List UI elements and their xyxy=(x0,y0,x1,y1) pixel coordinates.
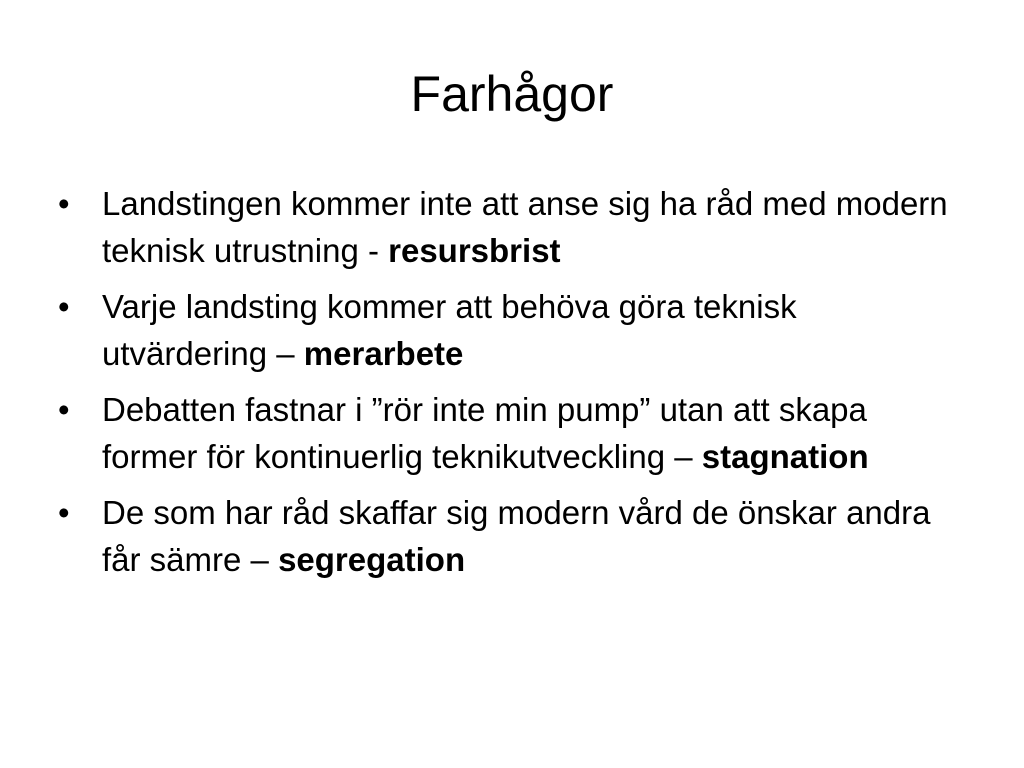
bullet-emphasis: segregation xyxy=(278,541,466,578)
bullet-icon: • xyxy=(58,391,70,428)
list-item xyxy=(58,386,958,480)
bullet-list xyxy=(58,180,958,592)
bullet-text: Debatten fastnar i ”rör inte min pump” utan att skapa former för kontinuerlig teknikutveckling – xyxy=(102,391,867,475)
bullet-icon: • xyxy=(58,185,70,222)
bullet-text: Varje landsting kommer att behöva göra teknisk utvärdering – xyxy=(102,288,797,372)
bullet-text: De som har råd skaffar sig modern vård de önskar andra får sämre – xyxy=(102,494,931,578)
bullet-emphasis: resursbrist xyxy=(388,232,561,269)
bullet-icon: • xyxy=(58,494,70,531)
bullet-icon: • xyxy=(58,288,70,325)
bullet-emphasis: stagnation xyxy=(701,438,869,475)
list-item xyxy=(58,283,958,377)
bullet-text: Landstingen kommer inte att anse sig ha råd med modern teknisk utrustning - xyxy=(102,185,948,269)
bullet-emphasis: merarbete xyxy=(303,335,464,372)
list-item xyxy=(58,180,958,274)
list-item xyxy=(58,489,958,583)
slide-title: Farhågor xyxy=(410,66,614,122)
